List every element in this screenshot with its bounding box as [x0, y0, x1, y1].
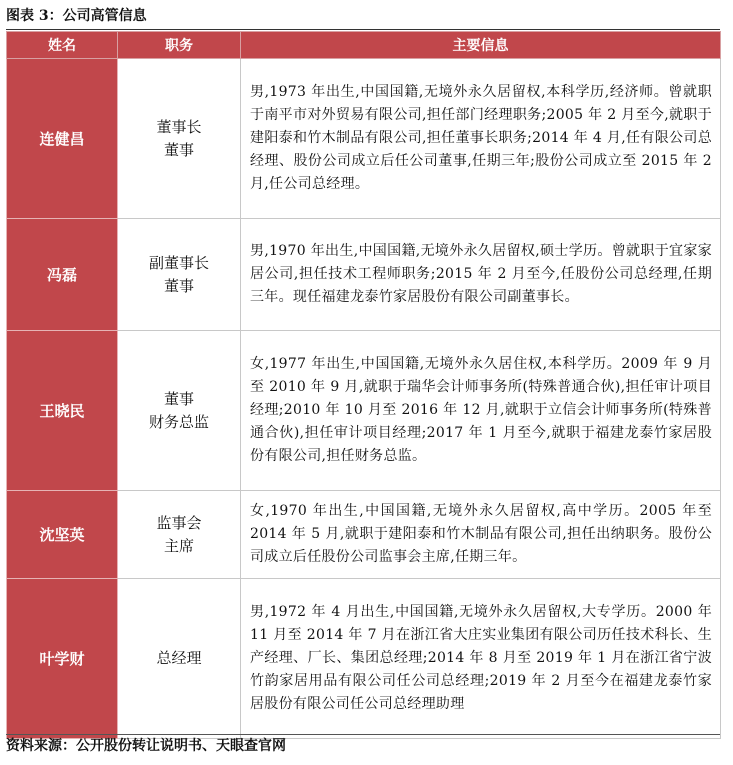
role-line: 副董事长	[148, 253, 209, 272]
caption-divider	[6, 29, 720, 30]
executive-name: 沈坚英	[7, 491, 118, 579]
executive-info: 男,1972 年 4 月出生,中国国籍,无境外永久居留权,大专学历。2000 年 11 月至 2014 年 7 月在浙江省大庄实业集团有限公司历任技术科长、生产经理、厂长、集团总经理;2014 年 8 月至 2019 年 1 月在浙江省宁波竹韵家居用品有限公司任公司总经理;2019 年 2 月至今在福建龙泰竹家居股份有限公司任公司总经理助理	[241, 579, 721, 739]
role-line: 总经理	[156, 649, 202, 667]
executive-role	[118, 491, 241, 579]
role-line: 董事	[163, 389, 194, 408]
executive-info: 男,1973 年出生,中国国籍,无境外永久居留权,本科学历,经济师。曾就职于南平市对外贸易有限公司,担任部门经理职务;2005 年 2 月至今,就职于建阳泰和竹木制品有限公司,担任董事长职务;2014 年 4 月,任有限公司总经理、股份公司成立后任公司董事,任期三年;股份公司成立至 2015 年 2 月,任公司总经理。	[241, 59, 721, 219]
table-header-row	[7, 32, 721, 59]
role-line: 董事长	[156, 117, 202, 136]
role-line: 董事	[163, 140, 194, 159]
executive-role	[118, 579, 241, 739]
table-row	[7, 331, 721, 491]
executive-name: 王晓民	[7, 331, 118, 491]
source-note: 资料来源：公开股份转让说明书、天眼查官网	[6, 738, 286, 754]
source-divider	[6, 734, 720, 735]
role-line: 董事	[163, 276, 194, 295]
executive-name: 连健昌	[7, 59, 118, 219]
table-row	[7, 219, 721, 331]
role-line: 监事会	[156, 513, 202, 532]
executive-name: 冯磊	[7, 219, 118, 331]
executive-info: 女,1977 年出生,中国国籍,无境外永久居住权,本科学历。2009 年 9 月至 2010 年 9 月,就职于瑞华会计师事务所(特殊普通合伙),担任审计项目经理;2010 年 10 月至 2016 年 12 月,就职于立信会计师事务所(特殊普通合伙),担任审计项目经理;2017 年 1 月至今,就职于福建龙泰竹家居股份有限公司,担任财务总监。	[241, 331, 721, 491]
column-header-name: 姓名	[7, 32, 118, 59]
executive-info: 男,1970 年出生,中国国籍,无境外永久居留权,硕士学历。曾就职于宜家家居公司,担任技术工程师职务;2015 年 2 月至今,任股份公司总经理,任期三年。现任福建龙泰竹家居股份有限公司副董事长。	[241, 219, 721, 331]
executive-info: 女,1970 年出生,中国国籍,无境外永久居留权,高中学历。2005 年至 2014 年 5 月,就职于建阳泰和竹木制品有限公司,担任出纳职务。股份公司成立后任股份公司监事会主席,任期三年。	[241, 491, 721, 579]
column-header-role: 职务	[118, 32, 241, 59]
figure-caption: 图表 3：公司高管信息	[6, 8, 147, 24]
role-line: 财务总监	[148, 412, 209, 431]
table-row	[7, 491, 721, 579]
role-line: 主席	[163, 536, 194, 555]
table-row	[7, 59, 721, 219]
table-row	[7, 579, 721, 739]
executive-name: 叶学财	[7, 579, 118, 739]
executive-role	[118, 219, 241, 331]
executive-role	[118, 331, 241, 491]
column-header-info: 主要信息	[241, 32, 721, 59]
executive-role	[118, 59, 241, 219]
executive-info-table	[6, 31, 721, 739]
